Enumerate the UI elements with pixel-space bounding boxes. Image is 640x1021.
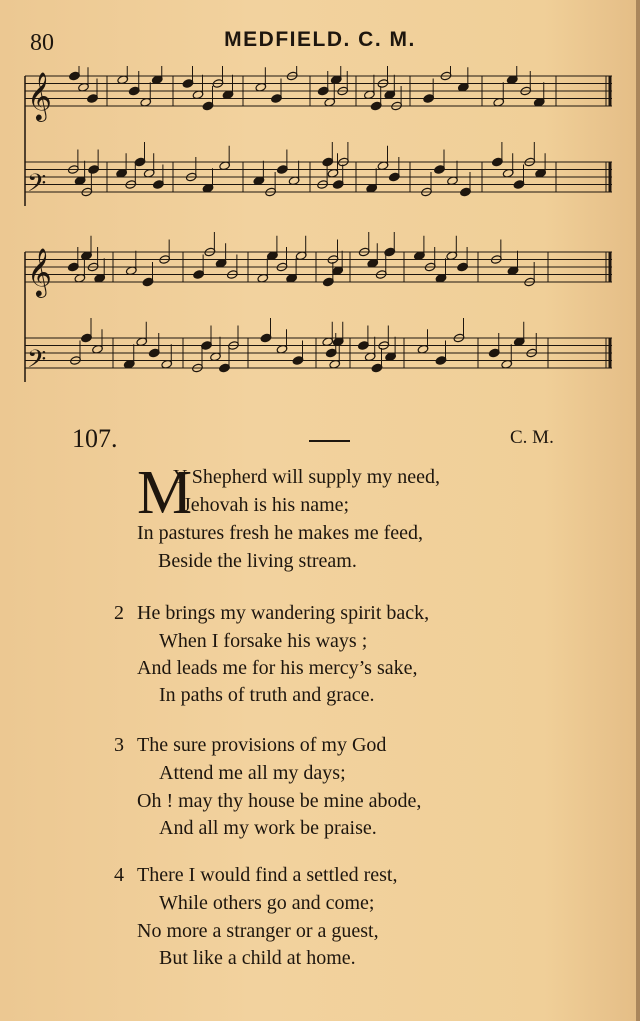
stanza-2-line-3: And leads me for his mercy’s sake, — [137, 657, 418, 679]
stanza-3-line-3: Oh ! may thy house be mine abode, — [137, 790, 422, 812]
staff-system-2 — [25, 247, 612, 380]
stanza-4-line-1: There I would find a settled rest, — [137, 864, 398, 886]
stanza-3-number: 3 — [114, 734, 124, 756]
notes-layer — [67, 66, 546, 373]
bass-clef: 𝄢 — [27, 345, 47, 380]
stanza-3-line-4: And all my work be praise. — [159, 817, 377, 839]
stanza-4-number: 4 — [114, 864, 124, 886]
treble-clef: 𝄞 — [27, 71, 52, 120]
stanza-1-line-3: In pastures fresh he makes me feed, — [137, 522, 423, 544]
stanza-2-number: 2 — [114, 602, 124, 624]
stanza-3-line-2: Attend me all my days; — [159, 762, 346, 784]
stanza-3-line-1: The sure provisions of my God — [137, 734, 387, 756]
stanza-1-line-1: Y Shepherd will supply my need, — [173, 466, 441, 488]
title-dash — [309, 440, 350, 442]
hymn-meter: C. M. — [510, 427, 554, 448]
stanza-1-line-2: Jehovah is his name; — [183, 494, 350, 516]
tune-title: MEDFIELD. C. M. — [224, 28, 416, 51]
stanza-1-line-4: Beside the living stream. — [158, 550, 357, 572]
stanza-4-line-2: While others go and come; — [159, 892, 375, 914]
stanza-2-line-1: He brings my wandering spirit back, — [137, 602, 430, 624]
drop-cap: M — [137, 459, 193, 527]
stanza-4-line-3: No more a stranger or a guest, — [137, 920, 379, 942]
hymn-number: 107. — [72, 424, 118, 453]
stanza-2-line-2: When I forsake his ways ; — [159, 630, 368, 652]
treble-clef: 𝄞 — [27, 247, 52, 296]
page-number: 80 — [30, 30, 54, 56]
stanza-4-line-4: But like a child at home. — [159, 947, 356, 969]
stanza-2-line-4: In paths of truth and grace. — [159, 684, 375, 706]
bass-clef: 𝄢 — [27, 169, 47, 204]
music-score — [0, 66, 640, 406]
